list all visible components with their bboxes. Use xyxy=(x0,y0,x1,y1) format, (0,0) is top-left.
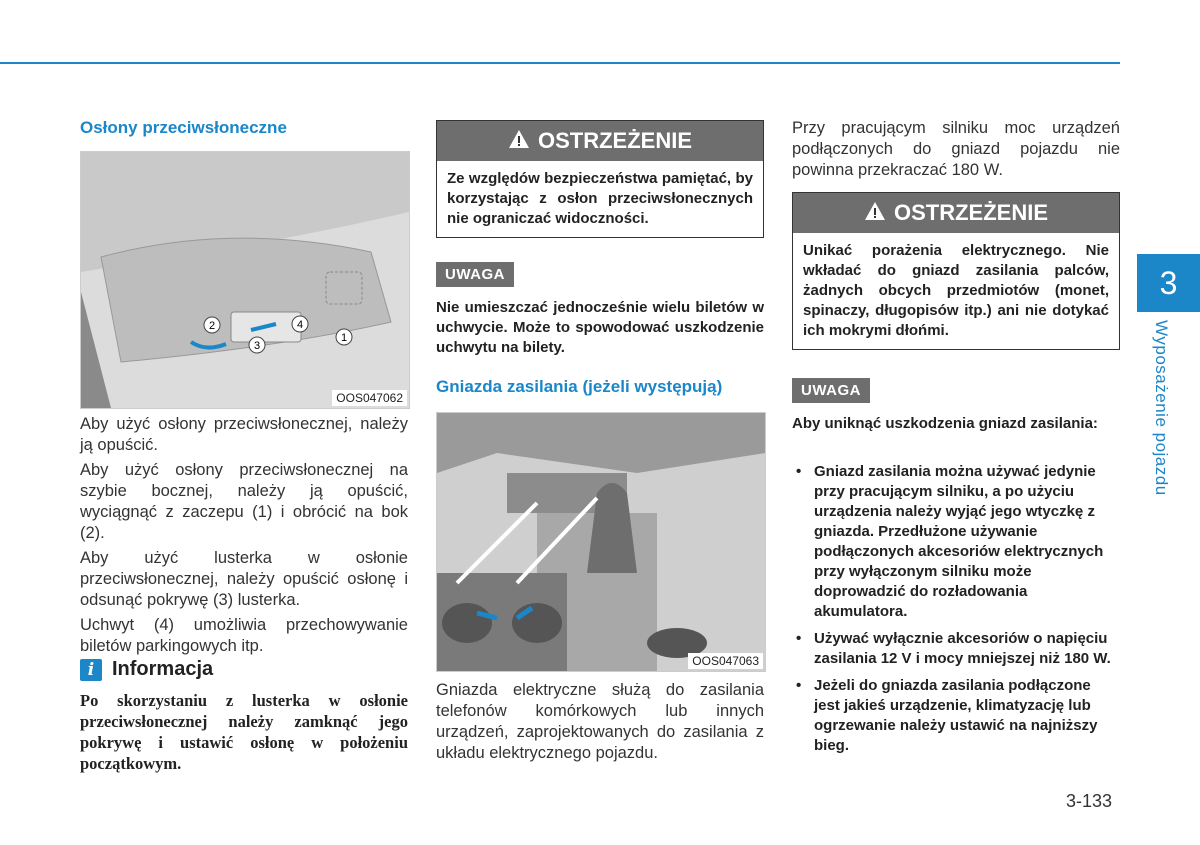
warning-triangle-icon xyxy=(864,194,886,234)
callout-4: 4 xyxy=(296,319,304,331)
warning-box-electric-shock xyxy=(792,192,1120,350)
paragraph: Przy pracującym silniku moc urządzeń podłączonych do gniazd pojazdu nie powinna przekraczać 180 W. xyxy=(792,119,1120,179)
page-number: 3-133 xyxy=(1066,791,1113,811)
list-item: • Używać wyłącznie akcesoriów o napięciu zasilania 12 V i mocy mniejszej niż 180 W. xyxy=(792,629,1120,669)
info-title: Informacja xyxy=(112,658,214,680)
warning-text: Ze względów bezpieczeństwa pamiętać, by korzystając z osłon przeciwsłonecznych nie ograniczać widoczności. xyxy=(447,170,753,227)
warning-box-visibility xyxy=(436,120,764,238)
list-item: • Jeżeli do gniazda zasilania podłączone jest jakieś urządzenie, klimatyzację lub ogrzewanie należy ustawić na najniższy bieg. xyxy=(792,676,1120,756)
callout-3: 3 xyxy=(253,340,261,352)
chapter-number-tab: 3 xyxy=(1137,254,1200,312)
sun-visor-illustration xyxy=(81,152,409,408)
chapter-title: Wyposażenie pojazdu xyxy=(1152,320,1171,496)
figure-code: OOS047062 xyxy=(332,390,407,406)
info-text: Po skorzystaniu z lusterka w osłonie przeciwsłonecznej należy zamknąć jego pokrywę i ustawić osłonę w położeniu początkowym. xyxy=(80,691,408,773)
paragraph: Aby użyć osłony przeciwsłonecznej na szybie bocznej, należy ją opuścić, wyciągnąć z zaczepu (1) i obrócić na bok (2). xyxy=(80,461,408,542)
power-outlet-figure xyxy=(436,412,766,672)
sun-visor-figure xyxy=(80,151,410,409)
paragraph: Aby użyć lusterka w osłonie przeciwsłonecznej, należy opuścić osłonę i odsunąć pokrywę (3) lusterka. xyxy=(80,549,408,609)
section-heading-sun-visors: Osłony przeciwsłoneczne xyxy=(80,118,287,137)
power-limit-text xyxy=(792,118,1120,185)
callout-1: 1 xyxy=(340,332,348,344)
paragraph: Gniazda elektryczne służą do zasilania telefonów komórkowych lub innych urządzeń, zaprojektowanych do zasilania z układu elektrycznego pojazdu. xyxy=(436,681,764,762)
warning-header xyxy=(437,121,763,161)
warning-text: Unikać porażenia elektrycznego. Nie wkładać do gniazd zasilania palców, żadnych obcych przedmiotów (monet, spinaczy, długopisów itp.) ani nie dotykać ich mokrymi dłońmi. xyxy=(803,242,1109,339)
callout-2: 2 xyxy=(208,320,216,332)
paragraph: Aby użyć osłony przeciwsłonecznej, należy ją opuścić. xyxy=(80,415,408,454)
power-outlet-illustration xyxy=(437,413,765,671)
warning-title: OSTRZEŻENIE xyxy=(537,128,692,153)
sun-visor-text xyxy=(80,414,408,661)
notice-badge: UWAGA xyxy=(792,378,870,403)
paragraph: Uchwyt (4) umożliwia przechowywanie biletów parkingowych itp. xyxy=(80,616,408,655)
section-heading-power-outlets: Gniazda zasilania (jeżeli występują) xyxy=(436,377,723,396)
power-outlet-text xyxy=(436,680,764,768)
notice-badge: UWAGA xyxy=(436,262,514,287)
notice-intro: Aby uniknąć uszkodzenia gniazd zasilania: xyxy=(792,415,1098,432)
list-item: • Gniazd zasilania można używać jedynie przy pracującym silniku, a po użyciu urządzenia należy wyjąć jego wtyczkę z gniazda. Przedłużone używanie podłączonych akcesoriów elektrycznych przy wyłączonym silniku może doprowadzić do rozładowania akumulatora. xyxy=(792,462,1120,622)
figure-code: OOS047063 xyxy=(688,653,763,669)
warning-title: OSTRZEŻENIE xyxy=(893,200,1048,225)
warning-triangle-icon xyxy=(508,122,530,162)
warning-header xyxy=(793,193,1119,233)
top-rule xyxy=(0,62,1120,64)
info-icon: i xyxy=(80,659,102,681)
info-heading xyxy=(80,658,213,681)
notice-text: Nie umieszczać jednocześnie wielu biletów w uchwycie. Może to spowodować uszkodzenie uchwytu na bilety. xyxy=(436,299,764,356)
notice-bullet-list xyxy=(792,462,1120,763)
